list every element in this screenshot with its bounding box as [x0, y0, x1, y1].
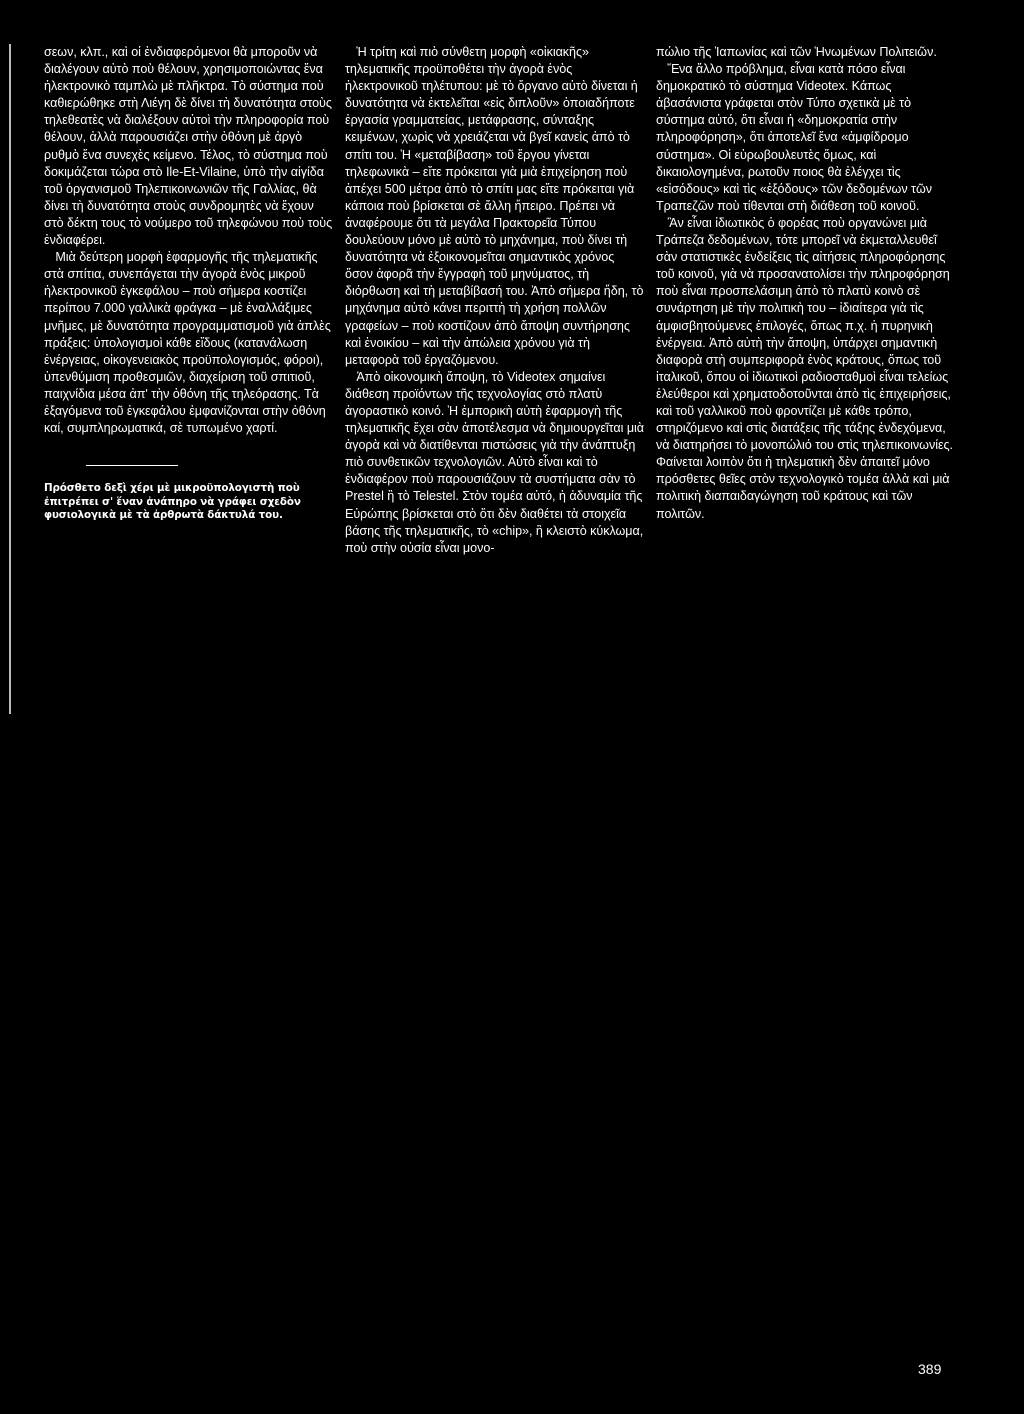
text-column-left	[44, 44, 336, 522]
text-column-middle	[345, 44, 645, 557]
scan-edge-line	[9, 44, 11, 714]
paragraph: Μιὰ δεύτερη μορφὴ ἐφαρμογῆς τῆς τηλεματικῆς στὰ σπίτια, συνεπάγεται τὴν ἀγορὰ ἑνὸς μικροῦ ἠλεκτρονικοῦ ἐγκεφάλου – ποὺ σήμερα κοστίζει περίπου 7.000 γαλλικὰ φράγκα – μὲ ἐναλλάξιμες μνῆμες, μὲ δυνατότητα προγραμματισμοῦ γιὰ ἁπλὲς πράξεις: ὑπολογισμοὶ κάθε εἴδους (κατανάλωση ἐνέργειας, οἰκογενειακὸς προϋπολογισμός, φόροι), ὑπενθύμιση προθεσμιῶν, διαχείριση τοῦ σπιτιοῦ, παιχνίδια μέσα ἀπ' τὴν ὀθόνη τῆς τηλεόρασης. Τὰ ἐξαγόμενα τοῦ ἐγκεφάλου ἐμφανίζονται στὴν ὀθόνη καί, συμπληρωματικά, σὲ τυπωμένο χαρτί.	[44, 250, 331, 436]
page-number: 389	[918, 1361, 942, 1377]
caption-divider	[86, 465, 178, 466]
paragraph: Ἡ τρίτη καὶ πιὸ σύνθετη μορφὴ «οἰκιακῆς» τηλεματικῆς προϋποθέτει τὴν ἀγορὰ ἑνὸς ἠλεκτρονικοῦ τηλέτυπου: μὲ τὸ ὄργανο αὐτὸ δίνεται ἡ δυνατότητα νὰ ἐκτελεῖται «εἰς διπλοῦν» ὁποιαδήποτε ἐργασία γραμματείας, μετάφρασης, σύνταξης κειμένων, χωρὶς νὰ χρειάζεται νὰ βγεῖ κανεὶς ἀπὸ τὸ σπίτι του. Ἡ «μεταβίβαση» τοῦ ἔργου γίνεται τηλεφωνικὰ – εἴτε πρόκειται γιὰ μιὰ ἐπιχείρηση ποὺ ἀπέχει 500 μέτρα ἀπὸ τὸ σπίτι μας εἴτε πρόκειται γιὰ κάποια ποὺ βρίσκεται σὲ ἄλλη ἤπειρο. Πρέπει νὰ ἀναφέρουμε ὅτι τὰ μεγάλα Πρακτορεῖα Τύπου δουλεύουν μόνο μὲ αὐτὸ τὸ μηχάνημα, ποὺ δίνει τὴ δυνατότητα νὰ ἐξοικονομεῖται σημαντικὸς χρόνος ὅσον ἀφορᾶ τὴν ἔγγραφὴ τοῦ μηνύματος, τὴ διόρθωση καὶ τὴ μεταβίβασή του. Ἀπὸ σήμερα ἤδη, τὸ μηχάνημα αὐτὸ κάνει περιττὴ τὴ χρήση πολλῶν γραφείων – ποὺ κοστίζουν ἀπὸ ἄποψη συντήρησης καὶ ἐνοικίου – καὶ τὴν ἀπώλεια χρόνου γιὰ τὴ μεταφορὰ τοῦ ἐργαζόμενου.	[345, 45, 644, 367]
paragraph: Ἀπὸ οἰκονομικὴ ἄποψη, τὸ Videotex σημαίνει διάθεση προϊόντων τῆς τεχνολογίας στὸ πλατὺ ἀγοραστικὸ κοινό. Ἡ ἐμπορικὴ αὐτὴ ἐφαρμογὴ τῆς τηλεματικῆς ἔχει σὰν ἀποτέλεσμα νὰ δημιουργεῖται μιὰ ἀγορὰ καὶ νὰ διατίθενται πιστώσεις γιὰ τὴν ἀνάπτυξη πιὸ συνθετικῶν τεχνολογιῶν. Αὐτὸ εἶναι καὶ τὸ ἐνδιαφέρον ποὺ παρουσιάζουν τὰ συστήματα σὰν τὸ Prestel ἢ τὸ Telestel. Στὸν τομέα αὐτό, ἡ ἀδυναμία τῆς Εὐρώπης βρίσκεται στὸ ὅτι δὲν διαθέτει τὰ στοιχεῖα βάσης τῆς τηλεματικῆς, τὸ «chip», ἢ κλειστὸ κύκλωμα, ποὺ στὴν οὐσία εἶναι μονο-	[345, 369, 644, 555]
paragraph: Ἕνα ἄλλο πρόβλημα, εἶναι κατὰ πόσο εἶναι δημοκρατικὸ τὸ σύστημα Videotex. Κάπως ἀβασάνιστα γράφεται στὸν Τύπο σχετικὰ μὲ τὸ σύστημα αὐτό, ὅτι εἶναι ἡ «δημοκρατία στὴν πληροφόρηση», ὅτι ἀποτελεῖ ἕνα «ἀμφίδρομο σύστημα». Οἱ εὐρωβουλευτὲς ὅμως, καὶ δικαιολογημένα, ρωτοῦν ποιος θὰ ἐλέγχει τὶς «εἰσόδους» καὶ τὶς «ἐξόδους» τῶν δεδομένων τῶν Τραπεζῶν ποὺ τίθενται στὴ διάθεση τοῦ κοινοῦ.	[656, 62, 932, 213]
paragraph: πώλιο τῆς Ἰαπωνίας καὶ τῶν Ἡνωμένων Πολιτειῶν.	[656, 45, 937, 59]
paragraph: Ἂν εἶναι ἰδιωτικὸς ὁ φορέας ποὺ οργανώνει μιὰ Τράπεζα δεδομένων, τότε μπορεῖ νὰ ἐκμεταλλευθεῖ σὰν στατιστικὲς ἐνδείξεις τὶς αἰτήσεις πληροφόρησης τοῦ κοινοῦ, γιὰ νὰ προσανατολίσει τὴν πληροφόρηση ποὺ εἶναι προσπελάσιμη ἀπὸ τὸ πλατὺ κοινὸ σὲ συνάρτηση μὲ τὴν πολιτικὴ του – ἰδιαίτερα γιὰ τὶς ἀμφισβητούμενες ἐπιλογές, ὅπως π.χ. ἡ πυρηνικὴ ἐνέργεια. Ἀπὸ αὐτὴ τὴν ἄποψη, ὑπάρχει σημαντικὴ διαφορὰ στὴ συμπεριφορὰ ἑνὸς κράτους, ὅπως τοῦ ἰταλικοῦ, ὅπου οἱ ἰδιωτικοὶ ραδιοσταθμοὶ εἶναι τελείως ἐλεύθεροι καὶ χρηματοδοτοῦνται ἀπὸ τὶς ἐπιχειρήσεις, καὶ τοῦ γαλλικοῦ ποὺ φροντίζει μὲ κάθε τρόπο, στηριζόμενο καὶ στὶς διατάξεις τῆς τάξης ἐνδεχόμενα, νὰ διατηρήσει τὸ μονοπώλιό του στὶς τηλεπικοινωνίες. Φαίνεται λοιπὸν ὅτι ἡ τηλεματικὴ δὲν ἀπαιτεῖ μόνο πρόσθετες θεῖες στὸν τεχνολογικὸ τομέα ἀλλὰ καὶ μιὰ πολιτικὴ διαπαιδαγώγηση τοῦ κράτους καὶ τῶν πολιτῶν.	[656, 215, 953, 521]
paragraph: σεων, κλπ., καὶ οἱ ἐνδιαφερόμενοι θὰ μποροῦν νὰ διαλέγουν αὐτὸ ποὺ θέλουν, χρησιμοποιώντας ἕνα ἠλεκτρονικὸ ταμπλὼ μὲ πλῆκτρα. Τὸ σύστημα ποὺ καθιερώθηκε στὴ Λιέγη δὲ δίνει τὴ δυνατότητα στοὺς τηλεθεατὲς νὰ διαλέξουν αὐτοὶ τὴν πληροφορία ποὺ θέλουν, ἀλλὰ παρουσιάζει στὴν ὀθόνη μὲ ἀργὸ ρυθμὸ ἕνα συνεχὲς κείμενο. Τέλος, τὸ σύστημα ποὺ δοκιμάζεται τώρα στὸ Ile-Et-Vilaine, ὑπὸ τὴν αἰγίδα τοῦ ὀργανισμοῦ Τηλεπικοινωνιῶν τῆς Γαλλίας, θὰ δίνει τὴ δυνατότητα στοὺς συνδρομητὲς νὰ ἔχουν στὸ δέκτη τους τὸ νούμερο τοῦ τηλεφώνου ποὺ τοὺς ἐνδιαφέρει.	[44, 45, 333, 248]
text-column-right	[656, 44, 960, 523]
image-caption: Πρόσθετο δεξὶ χέρι μὲ μικροϋπολογιστὴ ποὺ ἐπιτρέπει σ' ἕναν ἀνάπηρο νὰ γράφει σχεδὸν φυσιολογικὰ μὲ τὰ ἀρθρωτὰ δάκτυλά του.	[44, 482, 301, 521]
